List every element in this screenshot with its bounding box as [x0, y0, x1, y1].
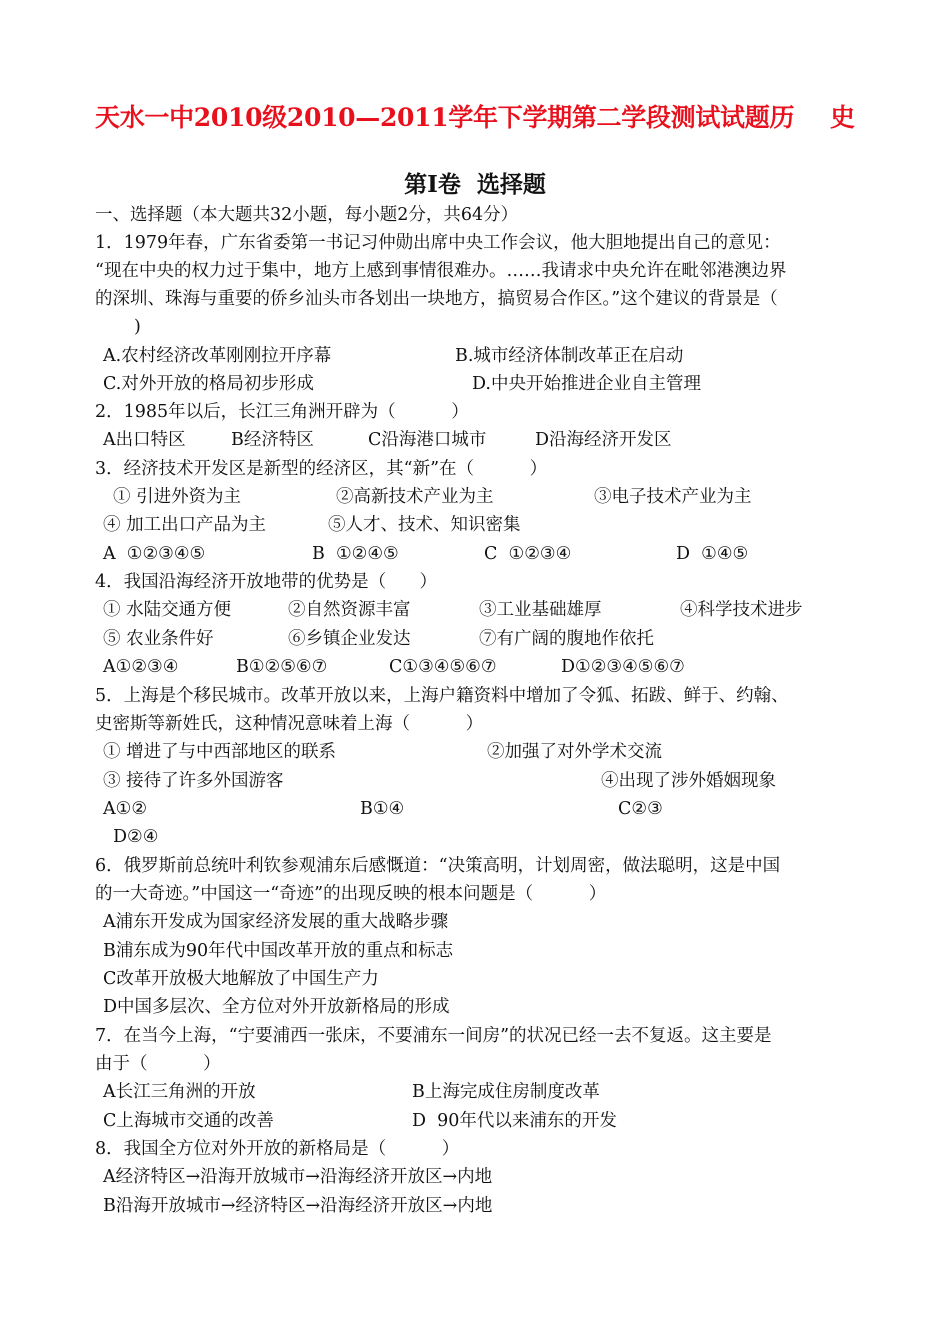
- q5-item-4: ④出现了涉外婚姻现象: [601, 771, 776, 791]
- q6-option-b: B浦东成为90年代中国改革开放的重点和标志: [103, 941, 454, 961]
- q3-item-3: ③电子技术产业为主: [594, 487, 752, 507]
- q3-option-a: A ①②③④⑤: [103, 544, 206, 564]
- q4-option-a: A①②③④: [103, 657, 179, 677]
- q4-item-5: ⑤ 农业条件好: [103, 629, 214, 649]
- q3-item-5: ⑤人才、技术、知识密集: [328, 515, 521, 535]
- q4-item-3: ③工业基础雄厚: [479, 600, 602, 620]
- q7-option-c: C上海城市交通的改善: [103, 1111, 274, 1131]
- q5-option-a: A①②: [103, 799, 148, 819]
- section-subtitle: 第Ⅰ卷 选择题: [404, 171, 546, 198]
- q7-line-1: 7．在当今上海，“宁要浦西一张床，不要浦东一间房”的状况已经一去不复返。这主要是: [95, 1026, 772, 1046]
- q1-option-c: C.对外开放的格局初步形成: [103, 374, 314, 394]
- q6-option-c: C改革开放极大地解放了中国生产力: [103, 969, 379, 989]
- q3-option-b: B ①②④⑤: [312, 544, 399, 564]
- q4-item-4: ④科学技术进步: [680, 600, 803, 620]
- q1-line-2: “现在中央的权力过于集中，地方上感到事情很难办。……我请求中央允许在毗邻港澳边界: [95, 261, 787, 281]
- q6-option-d: D中国多层次、全方位对外开放新格局的形成: [103, 997, 450, 1017]
- q4-item-1: ① 水陆交通方便: [103, 600, 232, 620]
- q3-item-4: ④ 加工出口产品为主: [103, 515, 267, 535]
- q5-item-3: ③ 接待了许多外国游客: [103, 771, 284, 791]
- q4-option-d: D①②③④⑤⑥⑦: [561, 657, 685, 677]
- q5-item-2: ②加强了对外学术交流: [487, 742, 662, 762]
- q7-option-b: B上海完成住房制度改革: [412, 1082, 600, 1102]
- q4-stem: 4．我国沿海经济开放地带的优势是（ ）: [95, 572, 438, 592]
- q2-option-b: B经济特区: [231, 430, 314, 450]
- q1-option-b: B.城市经济体制改革正在启动: [455, 346, 684, 366]
- q4-item-7: ⑦有广阔的腹地作依托: [479, 629, 654, 649]
- q8-option-b: B沿海开放城市→经济特区→沿海经济开放区→内地: [103, 1196, 493, 1216]
- q1-line-1: 1．1979年春，广东省委第一书记习仲勋出席中央工作会议，他大胆地提出自己的意见：: [95, 233, 781, 253]
- q6-line-1: 6．俄罗斯前总统叶利钦参观浦东后感慨道：“决策高明，计划周密，做法聪明，这是中国: [95, 856, 781, 876]
- exam-title-last: 史: [829, 103, 855, 132]
- q7-option-d: D 90年代以来浦东的开发: [412, 1111, 617, 1131]
- q5-option-d: D②④: [113, 827, 159, 847]
- q1-option-a: A.农村经济改革刚刚拉开序幕: [103, 346, 332, 366]
- exam-title-main: 天水一中2010级2010—2011学年下学期第二学段测试试题历: [95, 103, 795, 132]
- section-heading: 一、选择题（本大题共32小题，每小题2分，共64分）: [95, 205, 519, 225]
- q2-option-a: A出口特区: [103, 430, 186, 450]
- q3-item-1: ① 引进外资为主: [113, 487, 242, 507]
- q5-option-c: C②③: [618, 799, 663, 819]
- q1-option-d: D.中央开始推进企业自主管理: [472, 374, 701, 394]
- q5-item-1: ① 增进了与中西部地区的联系: [103, 742, 337, 762]
- q5-line-2: 史密斯等新姓氏，这种情况意味着上海（ ）: [95, 714, 484, 734]
- q3-item-2: ②高新技术产业为主: [336, 487, 494, 507]
- q4-option-c: C①③④⑤⑥⑦: [389, 657, 497, 677]
- q2-option-c: C沿海港口城市: [368, 430, 487, 450]
- q7-line-2: 由于（ ）: [95, 1054, 221, 1074]
- q3-option-c: C ①②③④: [484, 544, 572, 564]
- q4-item-2: ②自然资源丰富: [288, 600, 411, 620]
- q8-stem: 8．我国全方位对外开放的新格局是（ ）: [95, 1139, 460, 1159]
- q8-option-a: A经济特区→沿海开放城市→沿海经济开放区→内地: [103, 1167, 493, 1187]
- q5-line-1: 5．上海是个移民城市。改革开放以来，上海户籍资料中增加了令狐、拓跋、鲜于、约翰、: [95, 686, 789, 706]
- q1-line-4: ): [134, 317, 141, 337]
- q6-line-2: 的一大奇迹。”中国这一“奇迹”的出现反映的根本问题是（ ）: [95, 884, 607, 904]
- q4-option-b: B①②⑤⑥⑦: [236, 657, 328, 677]
- q5-option-b: B①④: [360, 799, 405, 819]
- q3-option-d: D ①④⑤: [676, 544, 749, 564]
- q7-option-a: A长江三角洲的开放: [103, 1082, 256, 1102]
- q2-stem: 2．1985年以后，长江三角洲开辟为（ ）: [95, 402, 469, 422]
- exam-title: [95, 98, 855, 138]
- q3-stem: 3．经济技术开发区是新型的经济区，其“新”在（ ）: [95, 459, 548, 479]
- q1-line-3: 的深圳、珠海与重要的侨乡汕头市各划出一块地方，搞贸易合作区。”这个建议的背景是（: [95, 289, 778, 309]
- q4-item-6: ⑥乡镇企业发达: [288, 629, 411, 649]
- q6-option-a: A浦东开发成为国家经济发展的重大战略步骤: [103, 912, 449, 932]
- q2-option-d: D沿海经济开发区: [535, 430, 672, 450]
